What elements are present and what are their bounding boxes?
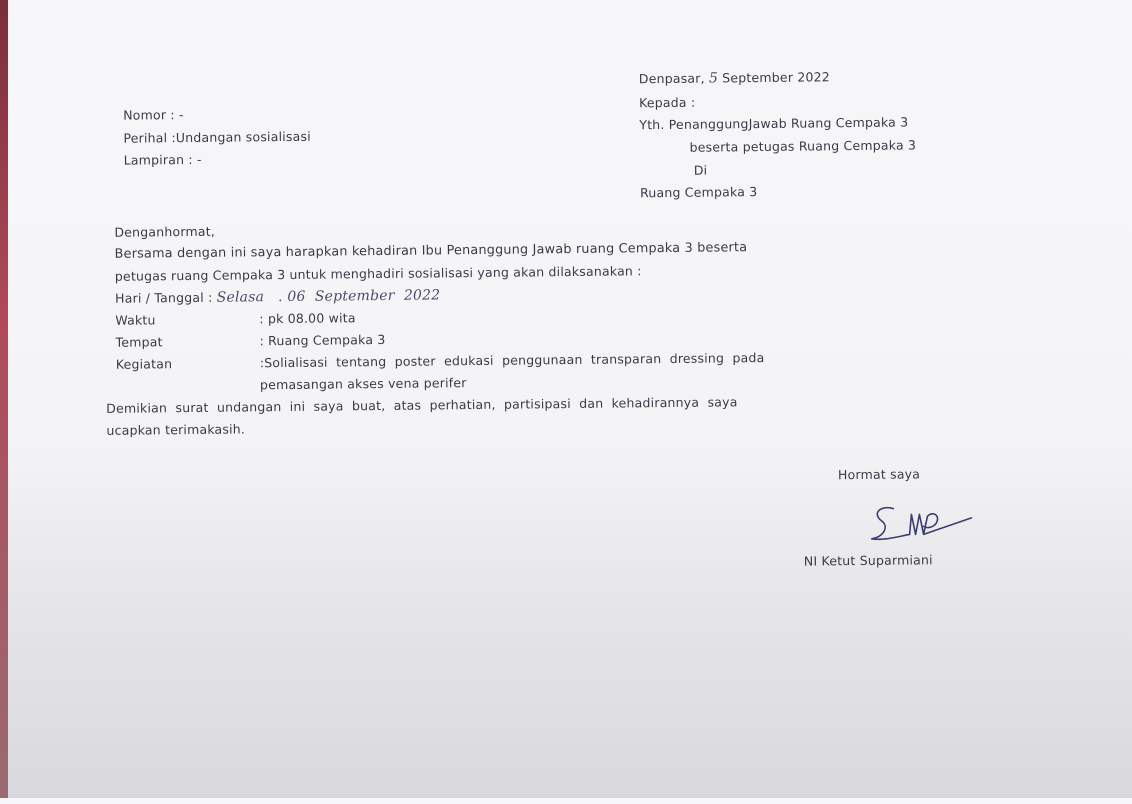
detail-activity-value-2: pemasangan akses vena perifer xyxy=(259,375,467,393)
letter-attachment: Lampiran : - xyxy=(123,151,202,168)
date-prefix: Denpasar, xyxy=(638,70,705,87)
letter-number: Nomor : - xyxy=(123,107,184,123)
regards: Hormat saya xyxy=(837,466,921,483)
greeting: Denganhormat, xyxy=(114,223,216,240)
detail-time-label: Waktu xyxy=(115,312,156,328)
signature-image xyxy=(863,496,984,552)
recipient-line-4: Ruang Cempaka 3 xyxy=(639,184,758,201)
page-edge xyxy=(0,0,8,798)
letter-date xyxy=(639,69,830,87)
detail-activity-label: Kegiatan xyxy=(115,356,173,372)
day-date-label: Hari / Tanggal : xyxy=(115,289,213,306)
detail-time-value: : pk 08.00 wita xyxy=(259,310,356,327)
paragraph-line-1: Bersama dengan ini saya harapkan kehadiran Ibu Penanggung Jawab ruang Cempaka 3 beserta xyxy=(114,240,748,262)
detail-activity-value-1: :Solialisasi tentang poster edukasi penggunaan transparan dressing pada xyxy=(259,349,765,371)
paragraph-line-2: petugas ruang Cempaka 3 untuk menghadiri sosialisasi yang akan dilaksanakan : xyxy=(114,263,642,284)
letter-page xyxy=(8,0,1132,804)
closing-line-1: Demikian surat undangan ini saya buat, atas perhatian, partisipasi dan kehadirannya saya xyxy=(106,394,738,416)
detail-day-date xyxy=(115,287,440,306)
date-rest: September 2022 xyxy=(722,69,830,86)
letter-subject: Perihal :Undangan sosialisasi xyxy=(123,128,311,146)
date-handwritten-day: 5 xyxy=(708,70,719,87)
signatory-name: NI Ketut Suparmiani xyxy=(803,552,933,569)
recipient-line-3: Di xyxy=(693,162,708,178)
recipient-line-2: beserta petugas Ruang Cempaka 3 xyxy=(689,137,917,155)
recipient-line-1: Yth. PenanggungJawab Ruang Cempaka 3 xyxy=(639,114,909,133)
closing-line-2: ucapkan terimakasih. xyxy=(106,421,246,438)
day-date-value: Selasa . 06 September 2022 xyxy=(216,287,441,306)
recipient-label: Kepada : xyxy=(639,94,696,111)
detail-place-value: : Ruang Cempaka 3 xyxy=(259,331,386,349)
detail-place-label: Tempat xyxy=(115,334,163,350)
